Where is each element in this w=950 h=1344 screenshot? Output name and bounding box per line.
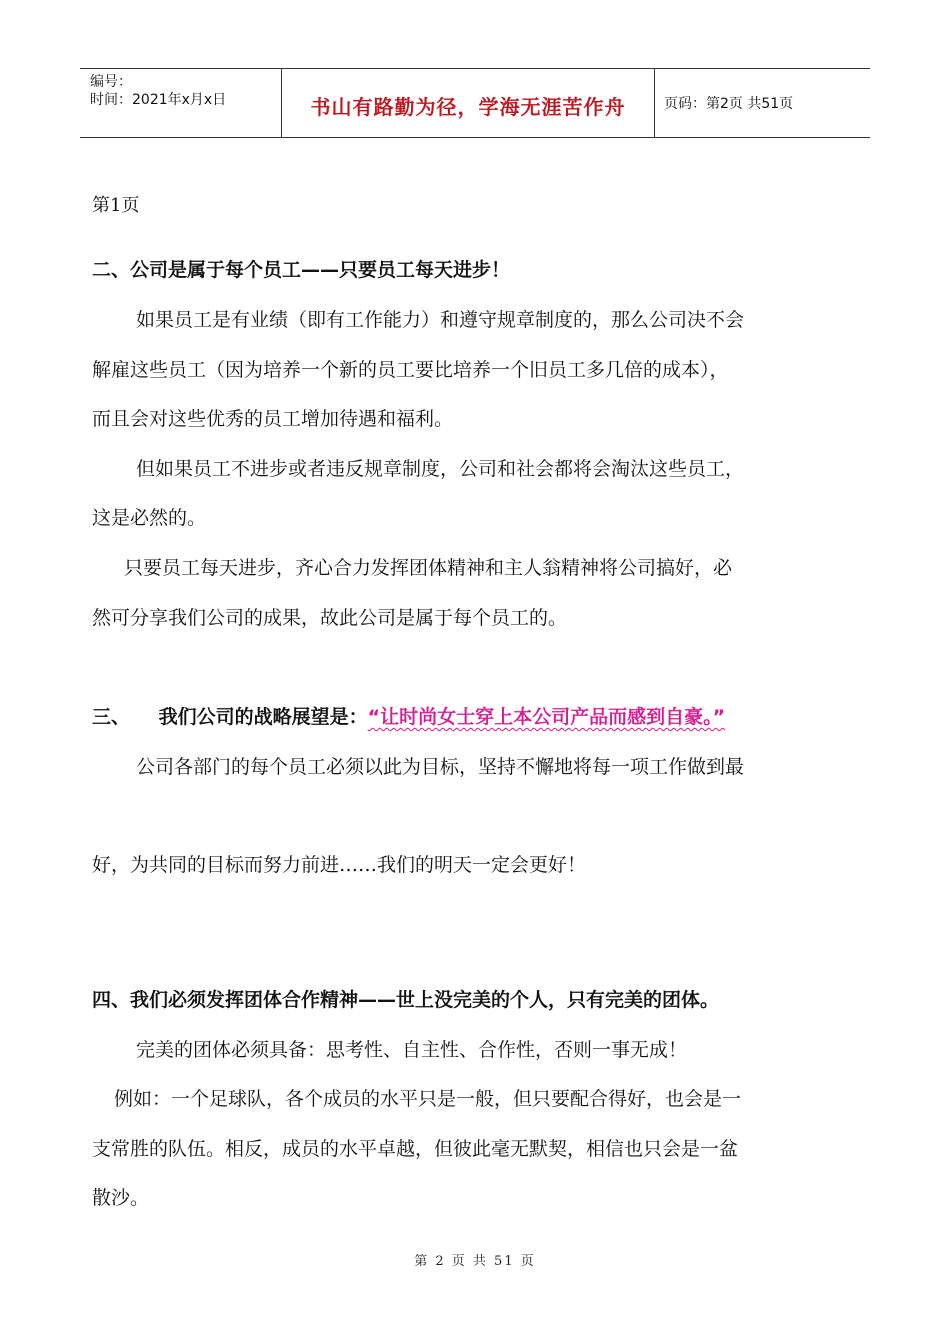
strategy-quote: “让时尚女士穿上本公司产品而感到自豪。”	[367, 706, 726, 728]
section2-para1-line2: 解雇这些员工（因为培养一个新的员工要比培养一个旧员工多几倍的成本），	[92, 359, 729, 381]
section3-heading-number: 三、	[92, 706, 131, 728]
section2-para3-line2: 然可分享我们公司的成果，故此公司是属于每个员工的。	[92, 607, 568, 629]
page-marker: 第1页	[92, 195, 140, 216]
section4-para2-line1: 例如：一个足球队，各个成员的水平只是一般，但只要配合得好，也会是一	[114, 1088, 742, 1110]
section2-heading: 二、公司是属于每个员工——只要员工每天进步！	[92, 259, 511, 281]
page-code: 页码：第2页 共51页	[664, 96, 794, 112]
section4-heading: 四、我们必须发挥团体合作精神——世上没完美的个人，只有完美的团体。	[92, 989, 720, 1011]
number-label: 编号：	[90, 74, 132, 90]
page-footer: 第 2 页 共 51 页	[414, 1254, 536, 1269]
section3-heading-text: 我们公司的战略展望是：	[158, 706, 368, 728]
section3-heading	[92, 704, 725, 730]
section4-para2-line3: 散沙。	[92, 1187, 150, 1209]
section3-para1-line1: 公司各部门的每个员工必须以此为目标，坚持不懈地将每一项工作做到最	[136, 756, 745, 778]
header-page-cell	[654, 69, 870, 137]
section2-para3-line1: 只要员工每天进步，齐心合力发挥团体精神和主人翁精神将公司搞好，必	[124, 557, 733, 579]
header-meta-cell	[80, 69, 280, 137]
section2-para1-line3: 而且会对这些优秀的员工增加待遇和福利。	[92, 408, 454, 430]
section2-para2-line1: 但如果员工不进步或者违反规章制度，公司和社会都将会淘汰这些员工，	[136, 458, 745, 480]
time-label: 时间：2021年x月x日	[90, 92, 227, 108]
section4-para2-line2: 支常胜的队伍。相反，成员的水平卓越，但彼此毫无默契，相信也只会是一盆	[92, 1138, 739, 1160]
header-motto-cell	[281, 69, 655, 137]
section2-para1-line1: 如果员工是有业绩（即有工作能力）和遵守规章制度的，那么公司决不会	[136, 309, 745, 331]
section2-para2-line2: 这是必然的。	[92, 507, 207, 529]
section3-para1-line2: 好，为共同的目标而努力前进……我们的明天一定会更好！	[92, 854, 587, 876]
motto: 书山有路勤为径，学海无涯苦作舟	[310, 95, 626, 119]
document-header	[80, 68, 870, 138]
section4-para1: 完美的团体必须具备：思考性、自主性、合作性，否则一事无成！	[136, 1039, 688, 1061]
